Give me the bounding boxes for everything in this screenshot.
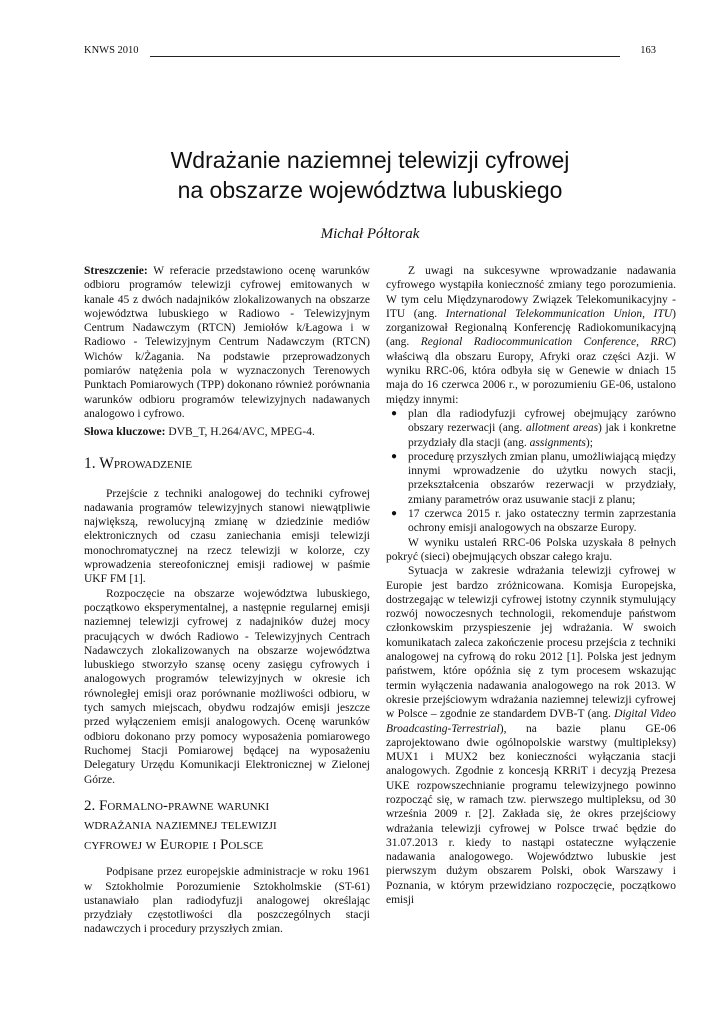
italic-term: International Telekommunication Union, ITU — [445, 307, 673, 320]
running-header — [84, 44, 656, 60]
text-run: ) właściwą dla obszaru Europy, Afryki oraz części Azji. W wyniku RRC-06, która odbyła się w Genewie w dniach 15 maja do 16 czerwca 2006 r., w porozumieniu GE-06, ustalono między innymi: — [386, 336, 677, 406]
section-2-heading — [84, 797, 370, 856]
bullet-icon: ● — [391, 407, 398, 419]
text-run: Z uwagi na sukcesywne wprowadzanie nadawania cyfrowego wystąpiła konieczność zmiany tego porozumienia. W tym celu Międzynarodowy Związek Telekomunikacyjny - ITU (ang. — [386, 265, 676, 320]
section-1-paragraph-1: Przejście z techniki analogowej do techniki cyfrowej nadawania programów telewizyjnych stanowi niewątpliwie największą, rewolucyjną zmianę w dziedzinie mediów elektronicznych od czasu zaniechania emisji telewizji monochromatycznej na rzecz telewizji w kolorze, czy wprowadzenia stereofonicznej emisji radiowej w paśmie UKF FM [1]. — [84, 487, 370, 586]
italic-term: Digital Video Broadcasting-Terrestrial — [386, 708, 677, 735]
section-1-heading: 1. Wprowadzenie — [84, 454, 193, 472]
right-column — [386, 264, 676, 907]
abstract — [84, 264, 370, 421]
section-1-paragraph-2: Rozpoczęcie na obszarze województwa lubuskiego, początkowo eksperymentalnej, a następnie regularnej emisji naziemnej telewizji cyfrowej z nadajników dużej mocy pracujących w dwóch Radiowo - Telewizyjnych Centrach Nadawczych zlokalizowanych na obszarze województwa lubuskiego stworzyło szansę oceny zasięgu cyfrowych i analogowych programów telewizyjnych w okresie ich równoległej emisji oraz porównanie możliwości odbioru, w tych samych miejscach, obydwu rodzajów emisji jeszcze przed wyłączeniem emisji analogowych. Ocenę warunków odbioru dokonano przy pomocy wyposażenia pomiarowego Ruchomej Stacji Pomiarowej będącej na wyposażeniu Delegatury Urzędu Komunikacji Elektronicznej w Zielonej Górze. — [84, 587, 370, 786]
list-item — [386, 407, 676, 450]
section-2-heading-line-1: 2. Formalno-prawne warunki — [84, 797, 270, 814]
author: Michał Półtorak — [320, 226, 420, 242]
title-line-2: na obszarze województwa lubuskiego — [177, 177, 563, 203]
left-column — [84, 264, 370, 937]
text-run: Sytuacja w zakresie wdrażania telewizji cyfrowej w Europie jest bardzo zróżnicowana. Komisja Europejska, dostrzegając w telewizji cyfrowej istotny czynnik stymulujący rozwój nowoczesnych technologii, rekomenduje państwom członkowskim przyspieszenie jej wdrażania. W swoich komunikatach zaleca zakończenie procesu przejścia z techniki analogowej na cyfrową do roku 2012 [1]. Polska jest jednym państwem, które opóźnia się z tym procesem wskazując termin wyłączenia nadawania analogowego na rok 2013. W okresie przejściowym wdrażania naziemnej telewizji cyfrowej w Polsce – zgodnie ze standardem DVB-T (ang. — [386, 565, 676, 721]
bullet-icon: ● — [391, 450, 398, 462]
right-paragraph-2: W wyniku ustaleń RRC-06 Polska uzyskała 8 pełnych pokryć (sieci) obejmujących obszar całego kraju. — [386, 536, 676, 563]
keywords-label: Słowa kluczowe: — [84, 426, 166, 439]
keywords-text: DVB_T, H.264/AVC, MPEG-4. — [165, 426, 315, 439]
text-run: ) zorganizował Regionalną Konferencję Radiokomunikacyjną (ang. — [386, 307, 676, 349]
bullet-list — [386, 407, 676, 536]
abstract-text: W referacie przedstawiono ocenę warunków odbioru programów telewizji cyfrowej emitowanych w kanale 45 z dwóch nadajników zlokalizowanych na obszarze województwa lubuskiego w Radiowo - Telewizyjnym Centrum Nadawczym (RTCN) Jemiołów k/Łagowa i w Radiowo - Telewizyjnym Centrum Nadawczym (RTCN) Wichów k/Żagania. Na podstawie przeprowadzonych pomiarów natężenia pola w wyznaczonych Terenowych Punktach Pomiarowych (TPP) dokonano również porównania warunków odbioru programów telewizyjnych nadawanych analogowo i cyfrowo. — [84, 265, 370, 420]
abstract-label: Streszczenie: — [84, 265, 148, 277]
bullet-icon: ● — [391, 508, 398, 520]
text-run: procedurę przyszłych zmian planu, umożliwiającą między innymi wprowadzenie do użytku nowych stacji, przekształcenia obszarów rezerwacji w przydziały, zmiany parametrów oraz usuwanie stacji z planu; — [408, 450, 676, 506]
list-item — [386, 450, 676, 507]
italic-term: Regional Radiocommunication Conference, RRC — [420, 336, 673, 349]
paper-title — [84, 145, 656, 205]
text-run: plan dla radiodyfuzji cyfrowej obejmujący zarówno obszary rezerwacji (ang. — [408, 407, 676, 435]
right-paragraph-1 — [386, 264, 676, 407]
header-rule — [150, 56, 620, 57]
page-number: 163 — [640, 45, 656, 56]
italic-term: assignments — [529, 436, 586, 449]
text-run: 17 czerwca 2015 r. jako ostateczny termin zaprzestania ochrony emisji analogowych na obszarze Europy. — [408, 508, 676, 535]
italic-term: allotment areas — [525, 422, 599, 435]
text-run: ) jak i konkretne przydziały dla stacji (ang. — [408, 422, 676, 449]
journal-name: KNWS 2010 — [84, 45, 139, 56]
section-2-paragraph-1: Podpisane przez europejskie administracje w roku 1961 w Sztokholmie Porozumienie Sztokholmskie (ST-61) ustanawiało plan radiodyfuzji analogowej określając przydziały częstotliwości dla poszczególnych stacji nadawczych i procedury przyszłych zmian. — [84, 866, 370, 936]
right-paragraph-3 — [386, 564, 676, 907]
text-run: ); — [585, 436, 593, 449]
section-2-heading-line-2: wdrażania naziemnej telewizji — [84, 817, 277, 834]
text-run: ), na bazie planu GE-06 zaprojektowano dwie ogólnopolskie warstwy (multipleksy) MUX1 i MUX2 bez konieczności wyłączania stacji analogowych. Zgodnie z koncesją KRRiT i decyzją Prezesa UKE rozpowszechnianie programu telewizyjnego powinno rozpocząć się, w ramach tzw. pierwszego multipleksu, od 30 września 2009 r. [2]. Zakłada się, że okres przejściowy wdrażania telewizji cyfrowej w Polsce trwać będzie do 31.07.2013 r. kiedy to nastąpi ostateczne wyłączenie nadawania analogowego. Województwo lubuskie jest pierwszym dużym obszarem Polski, obok Warszawy i Poznania, w którym przewidziano rozpoczęcie, początkowo emisji — [386, 722, 676, 907]
keywords — [84, 425, 370, 439]
list-item — [386, 507, 676, 536]
section-2-heading-line-3: cyfrowej w Europie i Polsce — [84, 836, 264, 853]
title-line-1: Wdrażanie naziemnej telewizji cyfrowej — [170, 147, 570, 173]
